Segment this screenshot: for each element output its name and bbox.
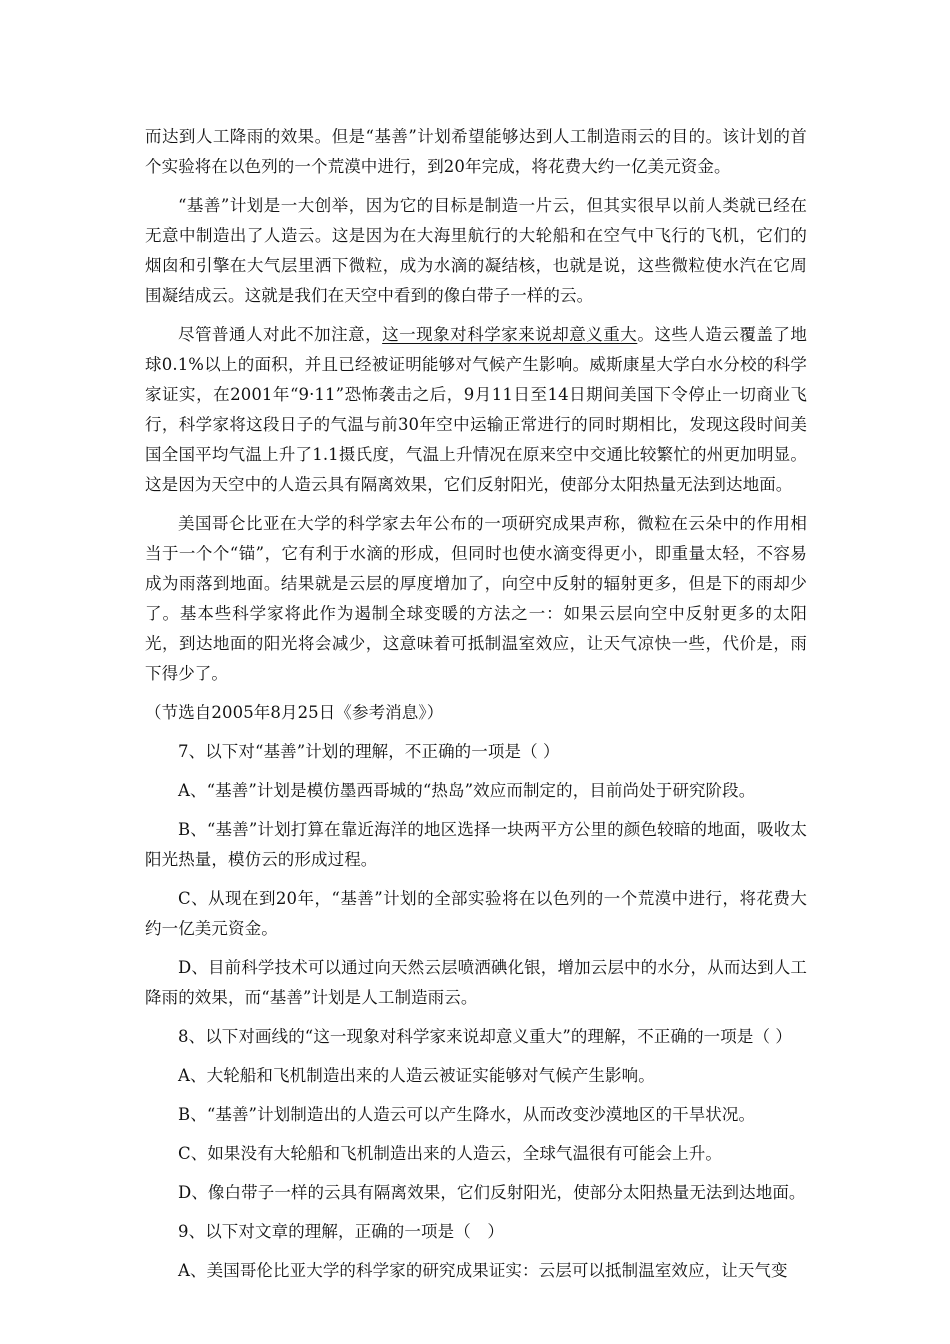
question-8-option-b: B、“基善”计划制造出的人造云可以产生降水，从而改变沙漠地区的干旱状况。 bbox=[178, 1105, 756, 1124]
document-body bbox=[145, 122, 807, 1295]
question-8-stem: 8、以下对画线的“这一现象对科学家来说却意义重大”的理解，不正确的一项是（ ） bbox=[178, 1027, 793, 1046]
question-9-stem: 9、以下对文章的理解，正确的一项是（ ） bbox=[178, 1222, 504, 1241]
question-8-option-d: D、像白带子一样的云具有隔离效果，它们反射阳光，使部分太阳热量无法到达地面。 bbox=[178, 1183, 806, 1202]
article-paragraph-2: “基善”计划是一大创举，因为它的目标是制造一片云，但其实很早以前人类就已经在无意中制造出了人造云。这是因为在大海里航行的大轮船和在空气中飞行的飞机，它们的烟囱和引擎在大气层里洒下微粒，成为水滴的凝结核，也就是说，这些微粒使水汽在它周围凝结成云。这就是我们在天空中看到的像白带子一样的云。 bbox=[145, 196, 807, 305]
underlined-phrase: 这一现象对科学家来说却意义重大 bbox=[382, 325, 638, 344]
article-paragraph-4: 美国哥仑比亚在大学的科学家去年公布的一项研究成果声称，微粒在云朵中的作用相当于一个个“锚”，它有利于水滴的形成，但同时也使水滴变得更小，即重量太轻，不容易成为雨落到地面。结果就是云层的厚度增加了，向空中反射的辐射更多，但是下的雨却少了。基本些科学家将此作为遏制全球变暖的方法之一：如果云层向空中反射更多的太阳光，到达地面的阳光将会减少，这意味着可抵制温室效应，让天气凉快一些，代价是，雨下得少了。 bbox=[145, 514, 807, 683]
question-7-stem: 7、以下对“基善”计划的理解，不正确的一项是（ ） bbox=[178, 742, 560, 761]
question-7-option-a: A、“基善”计划是模仿墨西哥城的“热岛”效应而制定的，目前尚处于研究阶段。 bbox=[178, 781, 756, 800]
article-paragraph-3 bbox=[145, 320, 807, 500]
question-8-option-c: C、如果没有大轮船和飞机制造出来的人造云，全球气温很有可能会上升。 bbox=[178, 1144, 722, 1163]
paragraph-3-rest: 。这些人造云覆盖了地球0.1%以上的面积，并且已经被证明能够对气候产生影响。威斯康星大学白水分校的科学家证实，在2001年“9·11”恐怖袭击之后，9月11日至14日期间美国下令停止一切商业飞行，科学家将这段日子的气温与前30年空中运输正常进行的同时期相比，发现这段时间美国全国平均气温上升了1.1摄氏度，气温上升情况在原来空中交通比较繁忙的州更加明显。这是因为天空中的人造云具有隔离效果，它们反射阳光，使部分太阳热量无法到达地面。 bbox=[145, 325, 808, 494]
question-9-option-a: A、美国哥伦比亚大学的科学家的研究成果证实：云层可以抵制温室效应，让天气变 bbox=[178, 1261, 788, 1280]
article-paragraph-1: 而达到人工降雨的效果。但是“基善”计划希望能够达到人工制造雨云的目的。该计划的首个实验将在以色列的一个荒漠中进行，到20年完成，将花费大约一亿美元资金。 bbox=[145, 127, 807, 176]
paragraph-3-lead: 尽管普通人对此不加注意， bbox=[178, 325, 383, 344]
source-citation: （节选自2005年8月25日《参考消息》） bbox=[145, 703, 444, 722]
question-7-option-d: D、目前科学技术可以通过向天然云层喷洒碘化银，增加云层中的水分，从而达到人工降雨的效果，而“基善”计划是人工制造雨云。 bbox=[145, 958, 807, 1007]
question-8-option-a: A、大轮船和飞机制造出来的人造云被证实能够对气候产生影响。 bbox=[178, 1066, 655, 1085]
question-7-option-c: C、从现在到20年，“基善”计划的全部实验将在以色列的一个荒漠中进行，将花费大约一亿美元资金。 bbox=[145, 889, 807, 938]
question-7-option-b: B、“基善”计划打算在靠近海洋的地区选择一块两平方公里的颜色较暗的地面，吸收太阳光热量，模仿云的形成过程。 bbox=[145, 820, 807, 869]
